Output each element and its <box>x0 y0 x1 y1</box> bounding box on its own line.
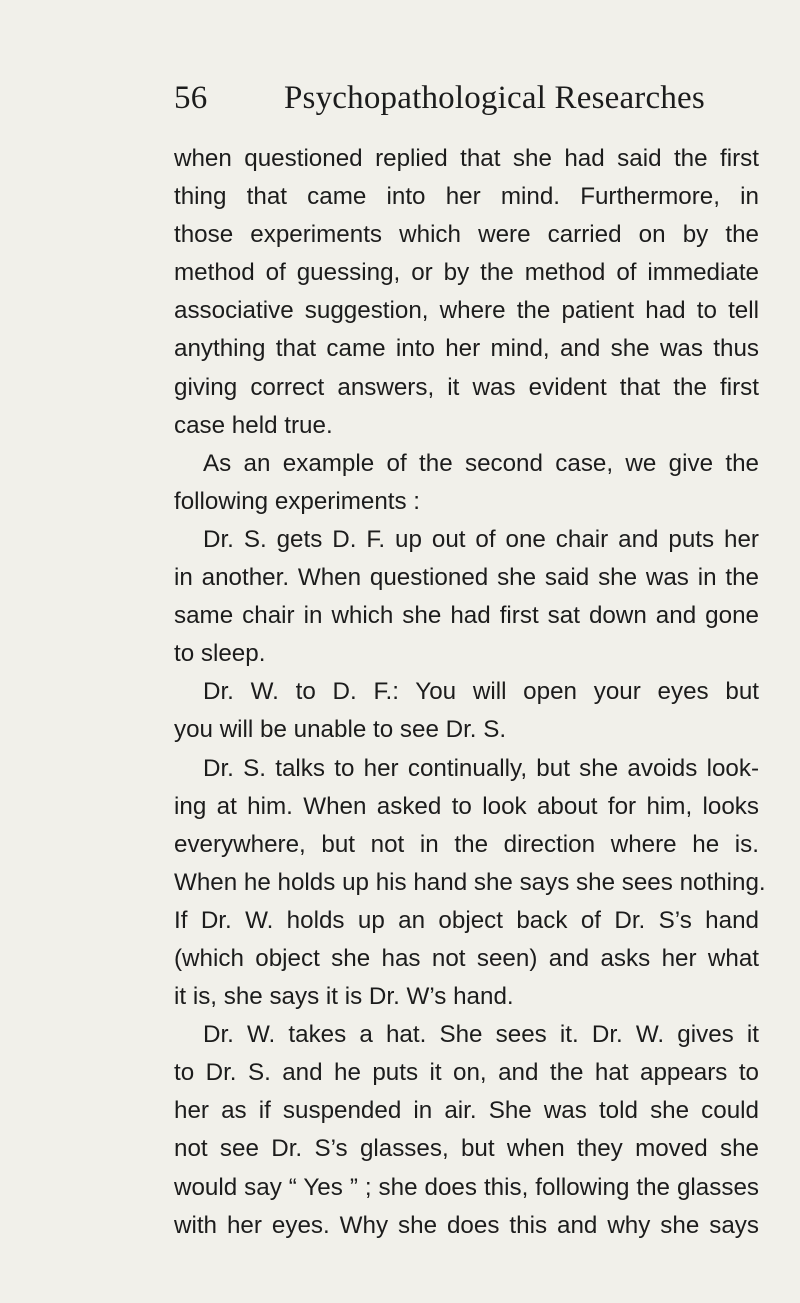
text-line: Dr. S. talks to her continually, but she avoids look- <box>203 754 759 782</box>
text-line: Dr. W. takes a hat. She sees it. Dr. W. gives it <box>203 1021 759 1049</box>
text-line: giving correct answers, it was evident that the first <box>174 373 759 401</box>
text-line: anything that came into her mind, and she was thus <box>174 335 759 363</box>
text-line: thing that came into her mind. Furthermore, in <box>174 183 759 211</box>
text-line: would say “ Yes ” ; she does this, following the glasses <box>174 1173 759 1201</box>
text-line: it is, she says it is Dr. W’s hand. <box>174 983 514 1011</box>
text-line: following experiments : <box>174 487 421 515</box>
text-line: If Dr. W. holds up an object back of Dr. S’s hand <box>174 906 759 934</box>
text-line: to sleep. <box>174 640 266 668</box>
text-line: everywhere, but not in the direction where he is. <box>174 830 759 858</box>
text-line: case held true. <box>174 411 333 439</box>
text-line: When he holds up his hand she says she sees nothing. <box>174 868 766 896</box>
text-line: those experiments which were carried on by the <box>174 221 759 249</box>
text-line: ing at him. When asked to look about for him, looks <box>174 792 759 820</box>
running-title: Psychopathological Researches <box>284 80 705 116</box>
text-line: in another. When questioned she said she was in the <box>174 564 759 592</box>
text-line: with her eyes. Why she does this and why she says <box>174 1211 759 1239</box>
text-line: Dr. S. gets D. F. up out of one chair and puts her <box>203 525 759 553</box>
text-line: you will be unable to see Dr. S. <box>174 716 507 744</box>
body-text <box>174 140 766 1245</box>
text-line: method of guessing, or by the method of immediate <box>174 259 759 287</box>
text-line: (which object she has not seen) and asks her what <box>174 944 759 972</box>
text-line: her as if suspended in air. She was told she could <box>174 1097 759 1125</box>
text-line: same chair in which she had first sat down and gone <box>174 602 759 630</box>
text-line: Dr. W. to D. F.: You will open your eyes but <box>203 678 759 706</box>
text-line: associative suggestion, where the patient had to tell <box>174 297 759 325</box>
running-header <box>174 80 705 117</box>
text-line: when questioned replied that she had said the first <box>174 145 759 172</box>
page-number: 56 <box>174 80 208 116</box>
text-line: not see Dr. S’s glasses, but when they moved she <box>174 1135 759 1163</box>
text-line: As an example of the second case, we give the <box>203 449 759 477</box>
text-line: to Dr. S. and he puts it on, and the hat appears to <box>174 1059 759 1087</box>
